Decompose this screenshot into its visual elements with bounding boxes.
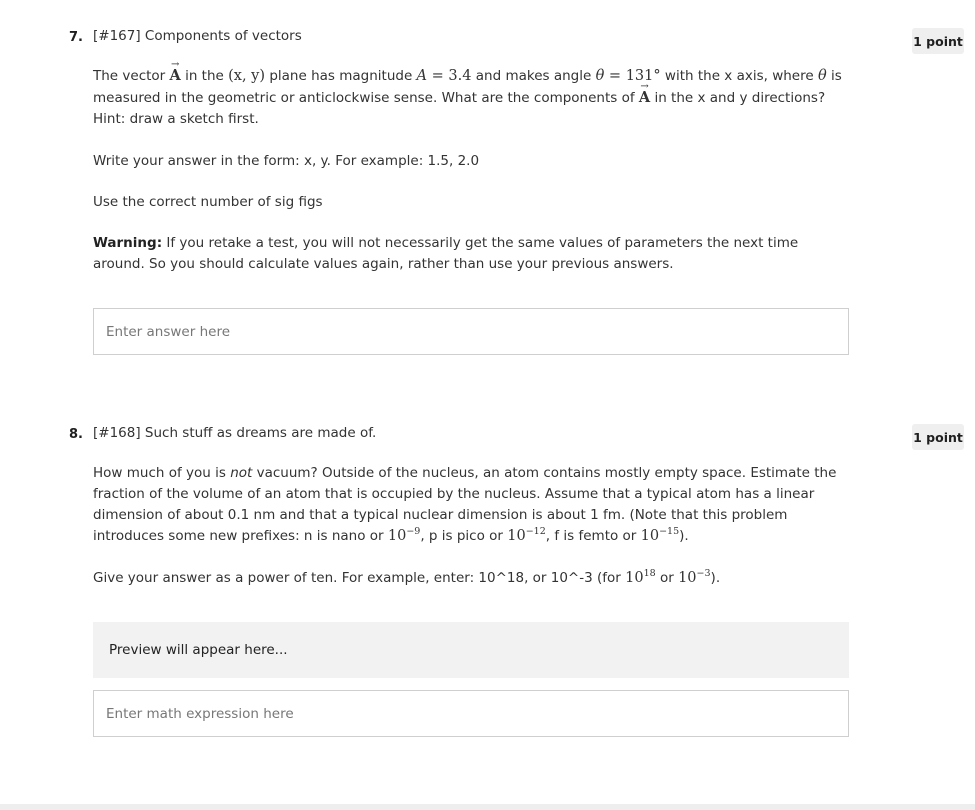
format-instructions: Write your answer in the form: x, y. For example: 1.5, 2.0 [93,153,480,169]
points-badge: 1 point [912,424,964,450]
answer-input[interactable] [93,308,849,355]
math-preview: Preview will appear here... [93,622,849,678]
bottom-divider [0,804,975,810]
question-title: [#167] Components of vectors [93,28,302,44]
warning-text: Warning: If you retake a test, you will not necessarily get the same values of parameters the next time around. So you should calculate values again, rather than use your previous answers. [93,235,799,272]
question-title: [#168] Such stuff as dreams are made of. [93,425,377,441]
points-badge: 1 point [912,28,964,54]
question-number: 7. [69,30,83,45]
question-body: The vector → A in the (x, y) plane has magnitude A = 3.4 and makes angle θ = 131° with the x axis, where θ is measured in the geometric or anticlockwise sense. What are the components of → A in the x and y directions? Hint: draw a sketch first. [93,65,853,130]
math-expression-input[interactable] [93,690,849,737]
sigfig-instructions: Use the correct number of sig figs [93,194,323,210]
question-number: 8. [69,427,83,442]
question-body: How much of you is not vacuum? Outside of the nucleus, an atom contains mostly empty space. Estimate the fraction of the volume of an atom that is occupied by the nucleus. Assume that a typical atom has a linear dimension of about 0.1 nm and that a typical nuclear dimension is about 1 fm. (Note that this problem introduces some new prefixes: n is nano or $10^{-9}$, p is pico or $10^{-12}$, f is femto or $10^{-15}$). [93,465,837,544]
vector-a: → A [170,65,181,86]
answer-format-instructions: Give your answer as a power of ten. For example, enter: 10^18, or 10^-3 (for $10^{18}$ or $10^{-3}$). [93,568,721,586]
warning-label: Warning: [93,235,163,251]
